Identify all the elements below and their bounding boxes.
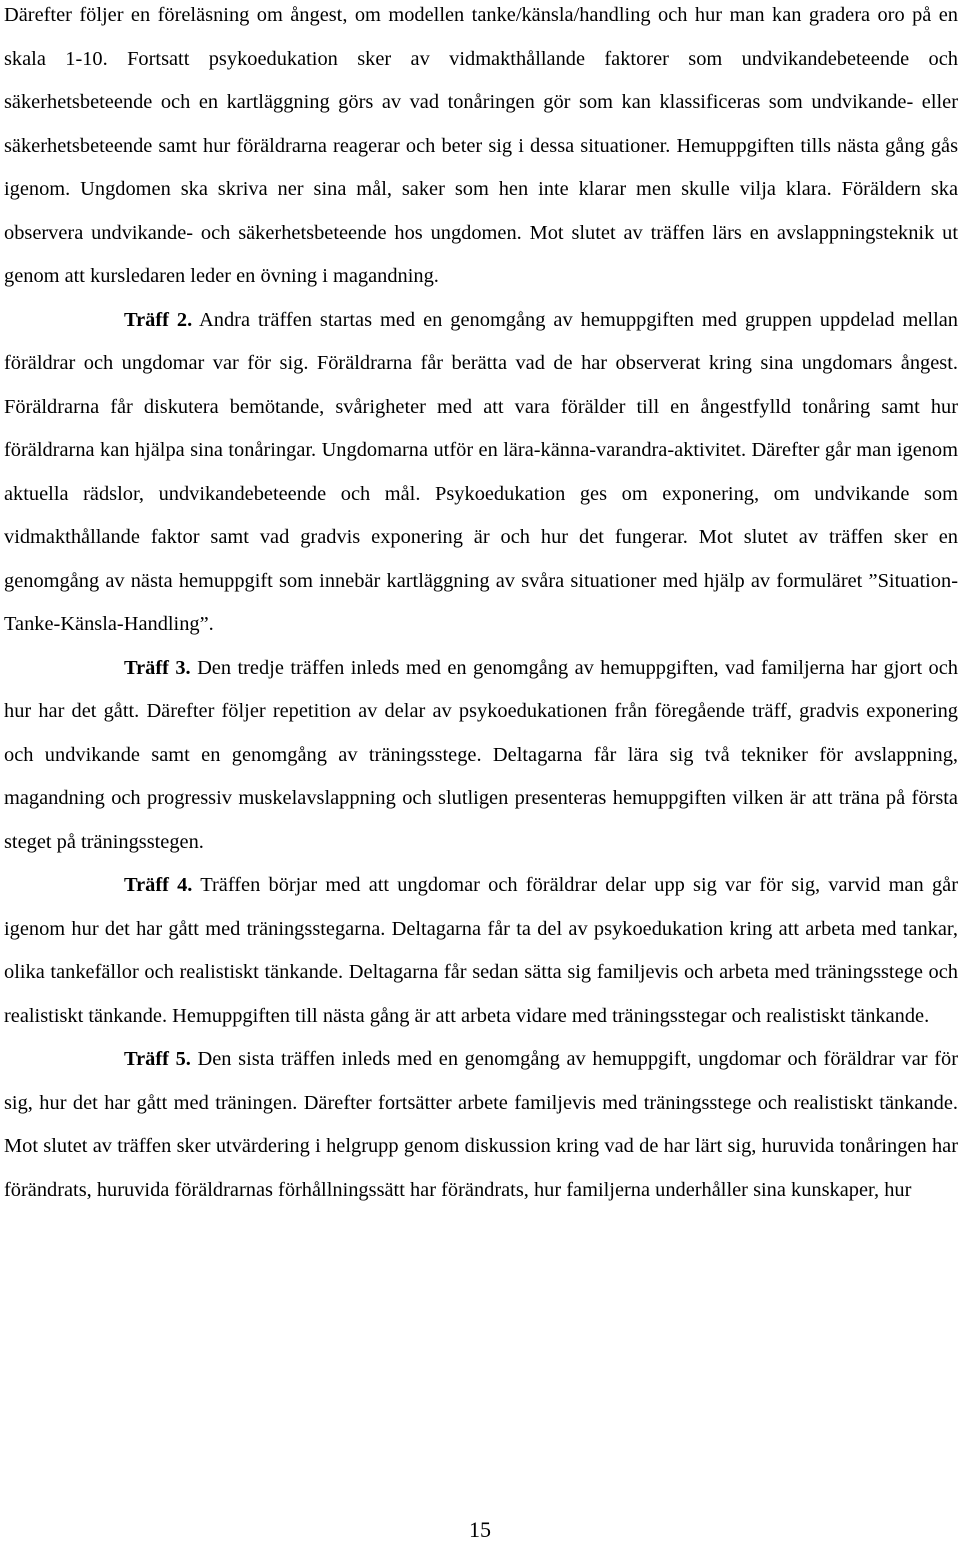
page-number: 15	[469, 1517, 491, 1542]
traff-5-heading: Träff 5.	[124, 1048, 191, 1070]
traff-3-body: Den tredje träffen inleds med en genomgång av hemuppgiften, vad familjerna har gjort och hur har det gått. Därefter följer repetition av delar av psykoedukationen från föregående träff, gradvis exponering och undvikande samt en genomgång av träningsstege. Deltagarna får lära sig två tekniker för avslappning, magandning och progressiv muskelavslappning och slutligen presenteras hemuppgiften vilken är att träna på första steget på träningsstegen.	[4, 656, 958, 853]
paragraph-traff-2	[4, 299, 958, 647]
traff-3-heading: Träff 3.	[124, 656, 191, 679]
paragraph-traff-5	[4, 1038, 958, 1212]
traff-4-heading: Träff 4.	[124, 874, 193, 896]
traff-2-body: Andra träffen startas med en genomgång av hemuppgiften med gruppen uppdelad mellan föräldrar och ungdomar var för sig. Föräldrarna får berätta vad de har observerat kring sina ungdomars ångest. Föräldrarna får diskutera bemötande, svårigheter med att vara förälder till en ångestfylld tonåring samt hur föräldrarna kan hjälpa sina tonåringar. Ungdomarna utför en lära-känna-varandra-aktivitet. Därefter går man igenom aktuella rädslor, undvikandebeteende och mål. Psykoedukation ges om exponering, om undvikande som vidmakthållande faktor samt vad gradvis exponering är och hur det fungerar. Mot slutet av träffen sker en genomgång av nästa hemuppgift som innebär kartläggning av svåra situationer med hjälp av formuläret ”Situation-Tanke-Känsla-Handling”.	[4, 308, 958, 635]
paragraph-intro	[4, 0, 958, 299]
traff-2-heading: Träff 2.	[124, 308, 193, 331]
paragraph-traff-4	[4, 864, 958, 1038]
body-text	[4, 0, 958, 1212]
intro-text: Därefter följer en föreläsning om ångest, om modellen tanke/känsla/handling och hur man kan gradera oro på en skala 1-10. Fortsatt psykoedukation sker av vidmakthållande faktorer som undvikandebeteende och säkerhetsbeteende och en kartläggning görs av vad tonåringen gör som kan klassificeras som undvikande- eller säkerhetsbeteende samt hur föräldrarna reagerar och beter sig i dessa situationer. Hemuppgiften tills nästa gång gås igenom. Ungdomen ska skriva ner sina mål, saker som hen inte klarar men skulle vilja klara. Föräldern ska observera undvikande- och säkerhetsbeteende hos ungdomen. Mot slutet av träffen lärs en avslappningsteknik ut genom att kursledaren leder en övning i magandning.	[4, 4, 958, 287]
paragraph-traff-3	[4, 647, 958, 865]
traff-4-body: Träffen börjar med att ungdomar och föräldrar delar upp sig var för sig, varvid man går igenom hur det har gått med träningsstegarna. Deltagarna får ta del av psykoedukation kring att arbeta med tankar, olika tankefällor och realistiskt tänkande. Deltagarna får sedan sätta sig familjevis och arbeta med träningsstege och realistiskt tänkande. Hemuppgiften till nästa gång är att arbeta vidare med träningsstegar och realistiskt tänkande.	[4, 874, 958, 1027]
traff-5-body: Den sista träffen inleds med en genomgång av hemuppgift, ungdomar och föräldrar var för sig, hur det har gått med träningen. Därefter fortsätter arbete familjevis med träningsstege och realistiskt tänkande. Mot slutet av träffen sker utvärdering i helgrupp genom diskussion kring vad de har lärt sig, huruvida tonåringen har förändrats, huruvida föräldrarnas förhållningssätt har förändrats, hur familjerna underhåller sina kunskaper, hur	[4, 1048, 958, 1201]
